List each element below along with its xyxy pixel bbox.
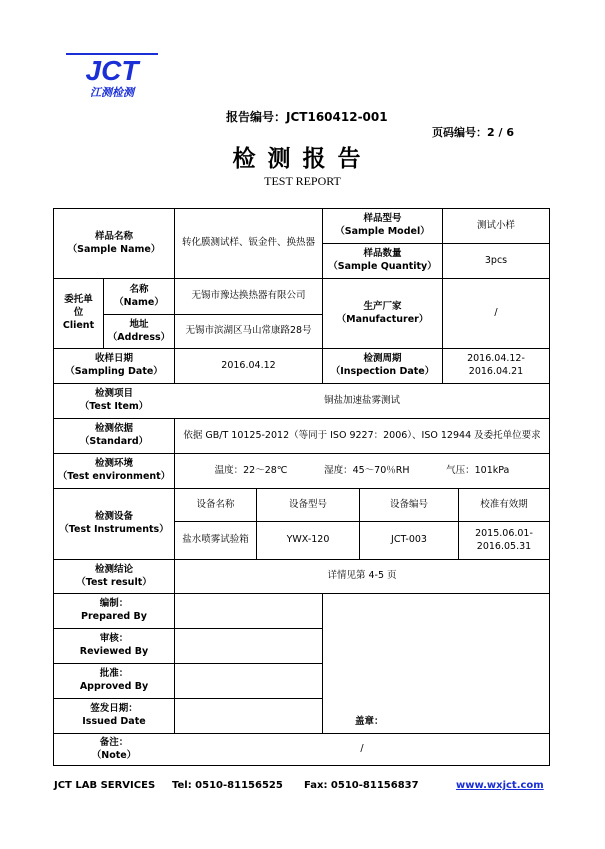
standard-label [54, 419, 174, 453]
issued-date-label-zh: 签发日期： [90, 703, 138, 715]
inspection-date-label-en: （Inspection Date） [330, 366, 435, 377]
logo-abbr: JCT [85, 55, 139, 86]
client-address-label [104, 315, 174, 348]
page-subtitle: TEST REPORT [264, 174, 341, 188]
footer-tel: Tel: 0510-81156525 [172, 780, 283, 791]
manufacturer-label-zh: 生产厂家 [363, 300, 402, 312]
issued-date-label [54, 699, 174, 733]
note-value: / [360, 743, 364, 755]
note-label-zh: 备注： [99, 736, 129, 748]
standard-value: 依据 GB/T 10125-2012（等同于 ISO 9227：2006）、ISO 12944 及委托单位要求 [183, 429, 541, 441]
environment-pressure: 气压：101kPa [446, 464, 510, 476]
result-label [54, 560, 174, 593]
report-number-label: 报告编号： [226, 110, 287, 124]
manufacturer-label-en: （Manufacturer） [336, 313, 429, 325]
standard-label-en: （Standard） [79, 436, 149, 447]
sample-quantity-value: 3pcs [484, 254, 508, 266]
manufacturer-label [323, 279, 442, 348]
result-label-zh: 检测结论 [94, 563, 133, 575]
sample-model-value: 测试小样 [476, 219, 515, 231]
prepared-by-label [54, 594, 174, 628]
note-label-en: （Note） [91, 749, 137, 761]
sampling-date-label-zh: 收样日期 [94, 353, 133, 365]
instrument-col-name: 设备名称 [196, 498, 235, 510]
environment-label-zh: 检测环境 [94, 458, 133, 470]
result-label-en: （Test result） [76, 576, 152, 588]
sampling-date-value: 2016.04.12 [221, 359, 276, 371]
environment-label-en: （Test environment） [57, 471, 171, 482]
environment-value [175, 454, 549, 488]
logo-cn: 江测检测 [90, 86, 134, 99]
client-name-label-zh: 名称 [129, 283, 149, 295]
seal-label: 盖章： [355, 715, 384, 727]
client-address-label-en: （Address） [107, 331, 171, 343]
footer-fax: Fax: 0510-81156837 [304, 780, 419, 791]
instrument-model: YWX-120 [286, 534, 330, 546]
approved-by-label [54, 664, 174, 698]
instrument-name: 盐水喷雾试验箱 [182, 534, 249, 546]
test-item-value: 铜盐加速盐雾测试 [323, 394, 400, 406]
sample-name-label [54, 209, 174, 278]
environment-temperature: 温度：22～28℃ [214, 464, 288, 476]
page-title: 检测报告 [232, 145, 373, 172]
sample-quantity-label-en: （Sample Quantity） [328, 261, 437, 272]
inspection-date-label [323, 349, 442, 383]
sample-quantity-label-zh: 样品数量 [363, 248, 402, 260]
sample-quantity-label [323, 244, 442, 278]
instrument-col-id: 设备编号 [389, 498, 428, 510]
manufacturer-value: / [494, 307, 498, 319]
instrument-valid [459, 522, 549, 559]
client-name-label [104, 279, 174, 314]
sample-model-label [323, 209, 442, 243]
footer-website-link[interactable]: www.wxjct.com [456, 780, 544, 791]
environment-humidity: 湿度：45～70％RH [324, 464, 410, 476]
client-label-en: Client [62, 319, 95, 331]
inspection-date-start: 2016.04.12- [467, 353, 525, 365]
standard-label-zh: 检测依据 [94, 423, 133, 435]
instrument-id: JCT-003 [391, 534, 427, 546]
note-label [54, 734, 174, 765]
environment-label [54, 454, 174, 488]
instruments-label-zh: 检测设备 [94, 511, 133, 523]
prepared-by-label-zh: 编制： [99, 598, 129, 610]
test-item-label-zh: 检测项目 [94, 388, 133, 400]
footer-company: JCT LAB SERVICES [54, 780, 156, 791]
sampling-date-label [54, 349, 174, 383]
sample-name-label-en: （Sample Name） [67, 243, 161, 255]
reviewed-by-label-en: Reviewed By [79, 646, 149, 657]
instruments-label [54, 489, 174, 559]
sample-name-label-zh: 样品名称 [94, 230, 133, 242]
sampling-date-label-en: （Sampling Date） [65, 366, 163, 377]
reviewed-by-label [54, 629, 174, 663]
reviewed-by-label-zh: 审核： [99, 633, 129, 645]
inspection-date-end: 2016.04.21 [468, 366, 524, 377]
client-name-value: 无锡市豫达换热器有限公司 [191, 290, 306, 302]
client-address-value: 无锡市滨湖区马山常康路28号 [185, 325, 312, 337]
test-item-label-en: （Test Item） [79, 401, 149, 412]
inspection-date-value [443, 349, 549, 383]
result-value: 详情见第 4-5 页 [327, 570, 397, 582]
instrument-valid-end: 2016.05.31 [476, 540, 532, 552]
client-label-zh: 委托单位 [64, 294, 93, 319]
sample-model-label-en: （Sample Model） [335, 226, 430, 237]
sample-model-label-zh: 样品型号 [363, 213, 402, 225]
issued-date-label-en: Issued Date [82, 716, 146, 727]
report-number-value: JCT160412-001 [286, 110, 388, 124]
page-number: 页码编号：2 / 6 [432, 126, 514, 139]
approved-by-label-zh: 批准： [99, 668, 129, 680]
client-address-label-zh: 地址 [129, 318, 149, 330]
inspection-date-label-zh: 检测周期 [363, 353, 402, 365]
prepared-by-label-en: Prepared By [81, 611, 147, 622]
approved-by-label-en: Approved By [79, 681, 149, 692]
client-name-label-en: （Name） [114, 296, 164, 308]
sample-name-value: 转化膜测试样、钣金件、换热器 [181, 237, 315, 249]
instrument-valid-start: 2015.06.01- [475, 527, 533, 539]
instrument-col-model: 设备型号 [288, 498, 327, 510]
instrument-col-valid: 校准有效期 [480, 498, 528, 510]
instruments-label-en: （Test Instruments） [59, 524, 169, 535]
client-label [54, 279, 103, 348]
test-item-label [54, 384, 174, 418]
